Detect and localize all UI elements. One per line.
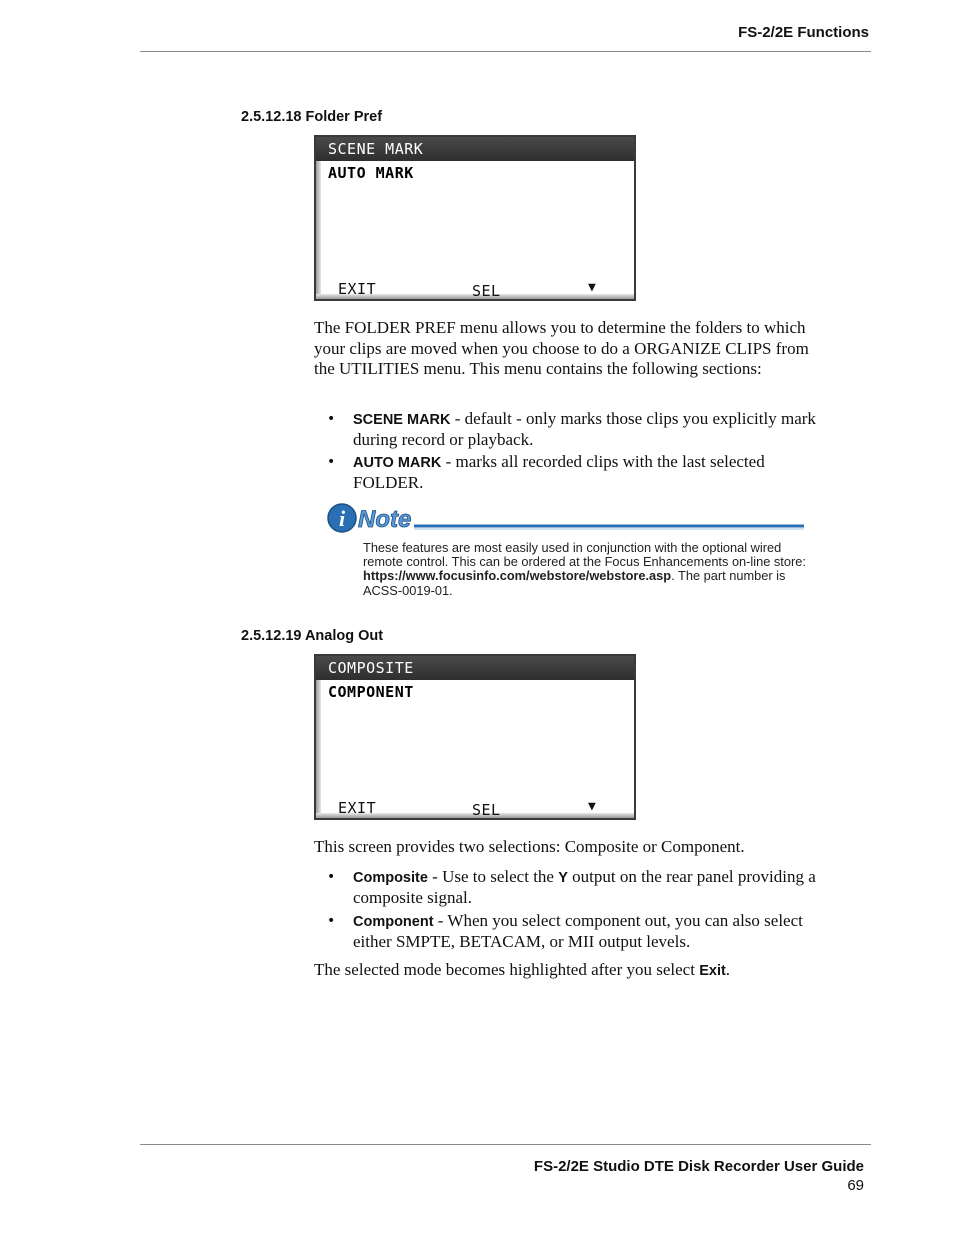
- bullet-term: Composite: [353, 870, 428, 886]
- bullet-icon: •: [327, 411, 336, 427]
- lcd-bevel-left: [316, 656, 321, 818]
- lcd-down-arrow-icon: ▼: [588, 799, 596, 814]
- bullet-text: - Use to select the: [427, 867, 559, 886]
- note-text-before: These features are most easily used in conjunction with the optional wired remote control. This can be ordered at the Focus Enhancements on-line store:: [363, 540, 806, 570]
- lcd-screen-analog-out: [314, 654, 636, 820]
- note-logo-text: Note: [358, 506, 412, 533]
- bullet-text: - marks all recorded clips with the last selected FOLDER.: [353, 452, 765, 492]
- note-url: https://www.focusinfo.com/webstore/webstore.asp: [363, 568, 672, 584]
- lcd-option: AUTO MARK: [328, 164, 414, 182]
- lcd-highlighted-option: COMPOSITE: [316, 656, 634, 680]
- lcd-exit-label: EXIT: [338, 799, 377, 817]
- bullet-key: Y: [558, 870, 568, 886]
- bullet-term: AUTO MARK: [353, 455, 442, 471]
- analog-out-intro: This screen provides two selections: Composite or Component.: [314, 837, 745, 856]
- lcd-option: COMPONENT: [328, 683, 414, 701]
- bullet-text: - When you select component out, you can also select either SMPTE, BETACAM, or MII output levels.: [353, 911, 803, 951]
- bullet-text-after: output on the rear panel providing a composite signal.: [353, 867, 816, 907]
- folder-pref-intro: The FOLDER PREF menu allows you to determine the folders to which your clips are moved when you choose to do a ORGANIZE CLIPS from the UTILITIES menu. This menu contains the following sections:: [314, 318, 809, 378]
- lcd-screen-folder-pref: [314, 135, 636, 301]
- bullet-term: Component: [353, 914, 434, 930]
- page-number: 69: [847, 1177, 864, 1194]
- bullet-icon: •: [327, 913, 336, 929]
- closing-period: .: [725, 960, 731, 979]
- note-text: [363, 541, 813, 598]
- section-heading-analog-out: 2.5.12.19 Analog Out: [241, 628, 384, 644]
- running-header: FS-2/2E Functions: [738, 24, 869, 41]
- lcd-highlighted-option: SCENE MARK: [316, 137, 634, 161]
- footer-title: FS-2/2E Studio DTE Disk Recorder User Guide: [533, 1158, 864, 1175]
- note-text-after: . The part number is ACSS-0019-01.: [363, 568, 786, 598]
- note-logo-i: i: [338, 506, 346, 531]
- header-rule: [140, 51, 871, 52]
- lcd-sel-label: SEL: [472, 801, 501, 819]
- lcd-sel-label: SEL: [472, 282, 501, 300]
- closing-key: Exit: [699, 963, 726, 979]
- analog-out-closing: [314, 960, 819, 982]
- closing-text: The selected mode becomes highlighted after you select: [314, 960, 700, 979]
- section-heading-folder-pref: 2.5.12.18 Folder Pref: [241, 109, 383, 125]
- bullet-text: - default - only marks those clips you explicitly mark during record or playback.: [353, 409, 816, 449]
- bullet-term: SCENE MARK: [353, 412, 451, 428]
- bullet-icon: •: [327, 454, 336, 470]
- lcd-bevel-left: [316, 137, 321, 299]
- lcd-exit-label: EXIT: [338, 280, 377, 298]
- lcd-down-arrow-icon: ▼: [588, 280, 596, 295]
- bullet-icon: •: [327, 869, 336, 885]
- note-logo-icon: [326, 502, 806, 534]
- footer-rule: [140, 1144, 871, 1145]
